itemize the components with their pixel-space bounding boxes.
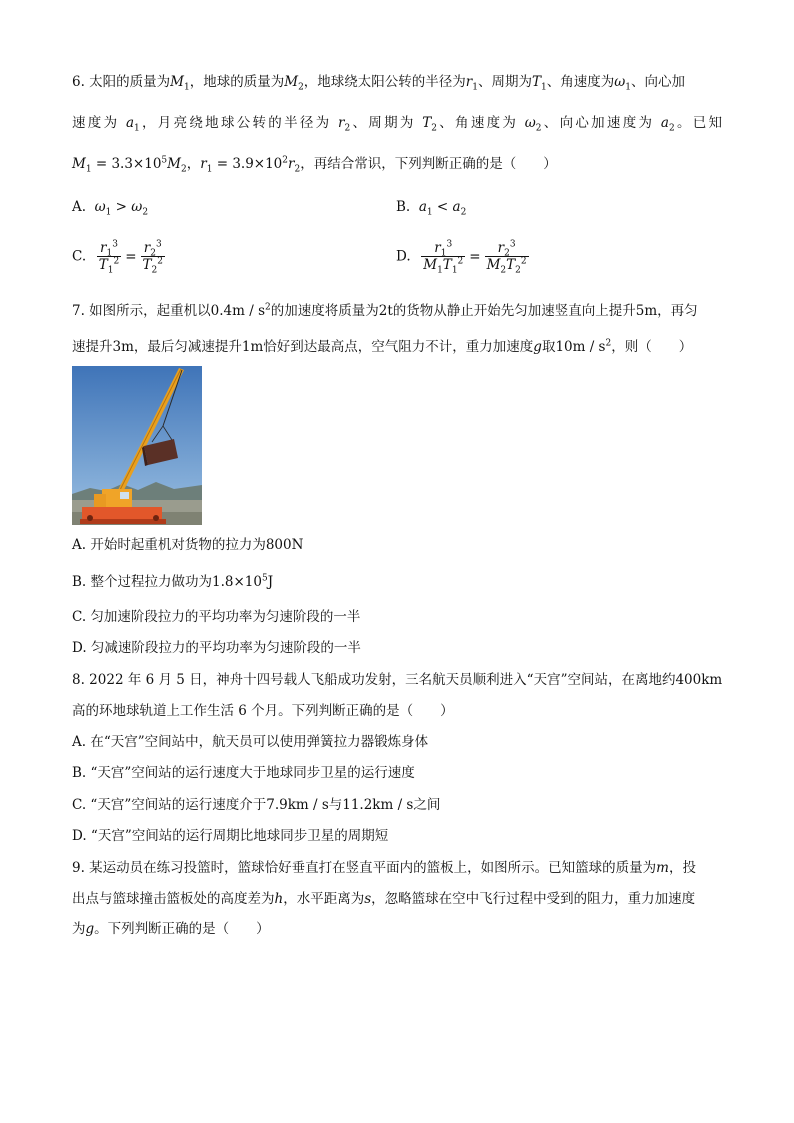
q9-line-3: 为g。下列判断正确的是（ ）: [72, 921, 270, 937]
q7-text: ，则（ ）: [611, 339, 693, 355]
q9-text: 出点与篮球撞击篮板处的高度差为: [72, 891, 275, 907]
option-text: C. “天宫”空间站的运行速度介于: [72, 797, 267, 813]
option-text: C. 匀加速阶段拉力的平均功率为匀速阶段的一半: [72, 609, 361, 625]
q7-option-d: [72, 638, 722, 658]
q7-line-2: 速提升3m，最后匀减速提升1m恰好到达最高点，空气阻力不计，重力加速度g取$10m / s^2$，则（ ）: [72, 338, 693, 355]
q6-text: 、向心加: [631, 74, 685, 90]
q6-text: ，地球绕太阳公转的半径为: [303, 74, 466, 90]
option-text: 与: [328, 797, 343, 813]
q6-text: 速度为: [72, 115, 120, 131]
q6-text: ，再结合常识，下列判断正确的是（ ）: [300, 156, 557, 172]
option-text: A. 在“天宫”空间站中，航天员可以使用弹簧拉力器锻炼身体: [72, 734, 429, 750]
q7-text: ，再匀: [657, 303, 698, 319]
q6-line-2: 速度为 $a_1$，月亮绕地球公转的半径为 $r_2$、周期为 $T_2$、角速度为 $\omega_2$、向心加速度为 $a_2$。已知: [72, 115, 723, 134]
q7-option-c: [72, 607, 722, 627]
q7-text: 恰好到达最高点，空气阻力不计，重力加速度: [263, 339, 534, 355]
q7-text: 取: [541, 339, 556, 355]
q6-given-formula: $M_1 = 3.3\times 10^5M_2$，$r_1 = 3.9\times 10^2r_2$: [72, 155, 301, 175]
q6-text: 、周期为: [350, 115, 416, 131]
q9-line-1: 9. 某运动员在练习投篮时，篮球恰好垂直打在竖直平面内的篮板上，如图所示。已知篮球的质量为m，投: [72, 860, 696, 876]
q6-text: 、向心加速度为: [541, 115, 655, 131]
q8-text: 高的环地球轨道上工作生活 6 个月。下列判断正确的是（ ）: [72, 703, 454, 719]
q9-text: 为: [72, 921, 86, 937]
option-text: B. 整个过程拉力做功为: [72, 574, 213, 590]
option-label: C.: [72, 248, 87, 265]
q6-option-b: B. $a_1 < a_2$: [396, 199, 467, 218]
fraction: $\frac{r_1^3}{M_1T_1^2}$: [423, 239, 464, 276]
q6-text: 、角速度为: [546, 74, 615, 90]
q8-line-1: [72, 670, 722, 690]
q8-option-a: [72, 732, 722, 752]
q7-text: 速提升: [72, 339, 113, 355]
q8-option-d: [72, 826, 722, 846]
q6-text: 、周期为: [478, 74, 532, 90]
q6-text: ，月亮绕地球公转的半径为: [139, 115, 332, 131]
q8-line-2: [72, 701, 722, 721]
q9-text: ，忽略篮球在空中飞行过程中受到的阻力，重力加速度: [371, 891, 696, 907]
q7-text: 的货物从静止开始先匀加速竖直向上提升: [392, 303, 636, 319]
q6-text: 。已知: [674, 115, 723, 131]
q9-text: ，水平距离为: [283, 891, 365, 907]
option-label: B.: [396, 199, 411, 215]
q7-option-b: B. 整个过程拉力做功为$1.8\times 10^5J$: [72, 573, 274, 590]
option-text: 7.9km / s: [266, 797, 329, 813]
q6-text: 、角速度为: [436, 115, 519, 131]
option-value: 800N: [265, 537, 304, 553]
option-text: D. “天宫”空间站的运行周期比地球同步卫星的周期短: [72, 828, 389, 844]
option-text: D. 匀减速阶段拉力的平均功率为匀速阶段的一半: [72, 640, 361, 656]
option-label: A.: [72, 199, 87, 215]
q6-text: ，地球的质量为: [189, 74, 285, 90]
fraction: $\frac{r_1^3}{T_1^2}$: [98, 239, 120, 276]
fraction: $\frac{r_2^3}{M_2T_2^2}$: [486, 239, 527, 276]
q9-text: 。下列判断正确的是（ ）: [94, 921, 270, 937]
q8-text: 400km: [675, 672, 723, 688]
q7-text: 的加速度将质量为: [270, 303, 379, 319]
q6-option-a: A. $\omega_1 > \omega_2$: [72, 199, 149, 218]
option-text: 之间: [413, 797, 441, 813]
q6-option-d: D. $\frac{r_1^3}{M_1T_1^2}$ = $\frac{r_2^3}{M_2T_2^2}$: [396, 239, 527, 276]
q6-text: 6. 太阳的质量为: [72, 74, 171, 90]
fraction: $\frac{r_2^3}{T_2^2}$: [142, 239, 164, 276]
q7-text: ，最后匀减速提升: [133, 339, 242, 355]
option-text: 11.2km / s: [342, 797, 414, 813]
option-text: B. “天宫”空间站的运行速度大于地球同步卫星的运行速度: [72, 765, 415, 781]
q8-text: 8. 2022 年 6 月 5 日，神舟十四号载人飞船成功发射，三名航天员顺利进入“天宫”空间站，在离地约: [72, 672, 676, 688]
q8-option-b: [72, 763, 722, 783]
q9-line-2: 出点与篮球撞击篮板处的高度差为h，水平距离为s，忽略篮球在空中飞行过程中受到的阻力，重力加速度: [72, 891, 696, 907]
crane-photo-svg: [72, 366, 202, 525]
crane-photo: [72, 366, 202, 525]
q7-option-a: [72, 535, 722, 555]
option-label: D.: [396, 248, 411, 265]
q8-option-c: [72, 795, 722, 815]
q6-option-c: C. $\frac{r_1^3}{T_1^2}$ = $\frac{r_2^3}{T_2^2}$: [72, 239, 164, 276]
q6-line-1: 6. 太阳的质量为$M_1$，地球的质量为$M_2$，地球绕太阳公转的半径为$r_1$、周期为$T_1$、角速度为$\omega_1$、向心加: [72, 74, 685, 93]
q9-text: ，投: [668, 860, 696, 876]
q9-text: 9. 某运动员在练习投篮时，篮球恰好垂直打在竖直平面内的篮板上，如图所示。已知篮球的质量为: [72, 860, 657, 876]
q7-text: 7. 如图所示，起重机以: [72, 303, 211, 319]
q6-line-3: [72, 154, 722, 174]
q7-line-1: 7. 如图所示，起重机以$0.4m / s^2$的加速度将质量为2t的货物从静止开始先匀加速竖直向上提升5m，再匀: [72, 302, 698, 319]
option-text: A. 开始时起重机对货物的拉力为: [72, 537, 266, 553]
